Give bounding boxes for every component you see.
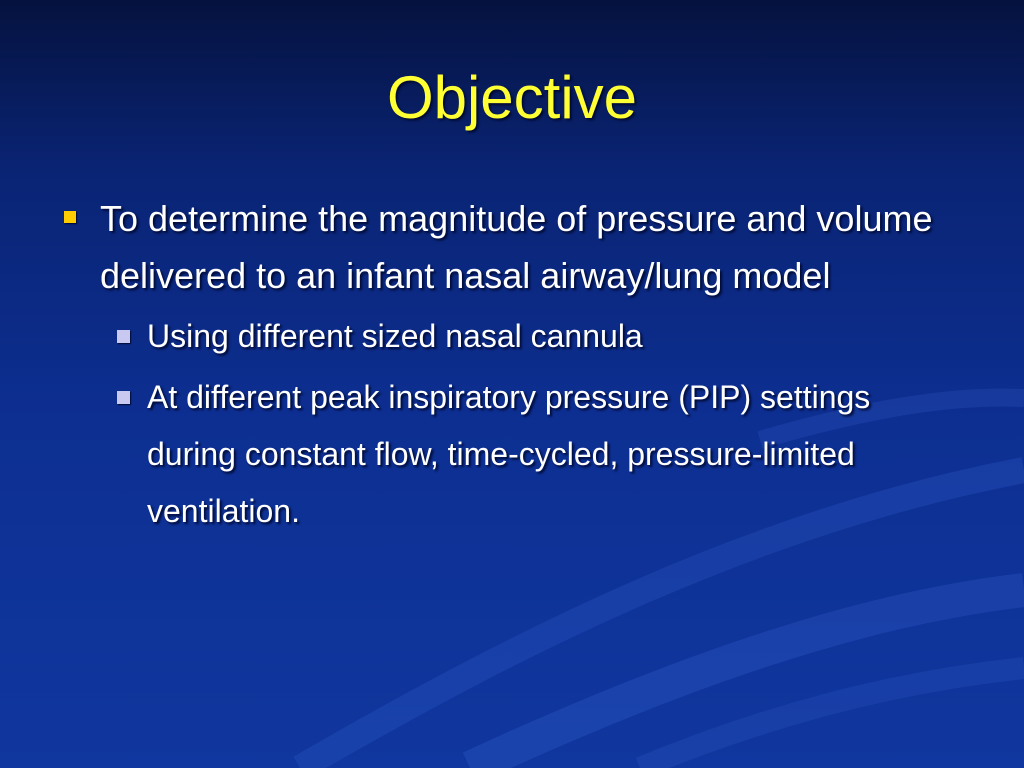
bullet-item <box>60 190 940 304</box>
sub-bullet-item <box>60 308 907 365</box>
bullet-text: To determine the magnitude of pressure and volume delivered to an infant nasal airway/lung model <box>100 198 933 296</box>
square-bullet-icon <box>117 330 130 343</box>
sub-bullet-text: Using different sized nasal cannula <box>147 318 643 354</box>
sub-bullet-item <box>60 369 907 540</box>
slide-title: Objective <box>386 64 638 131</box>
square-bullet-icon <box>64 211 76 223</box>
sub-bullet-text: At different peak inspiratory pressure (PIP) settings during constant flow, time-cycled, pressure-limited ventilation. <box>147 379 871 529</box>
slide-body <box>60 190 960 540</box>
square-bullet-icon <box>117 391 130 404</box>
